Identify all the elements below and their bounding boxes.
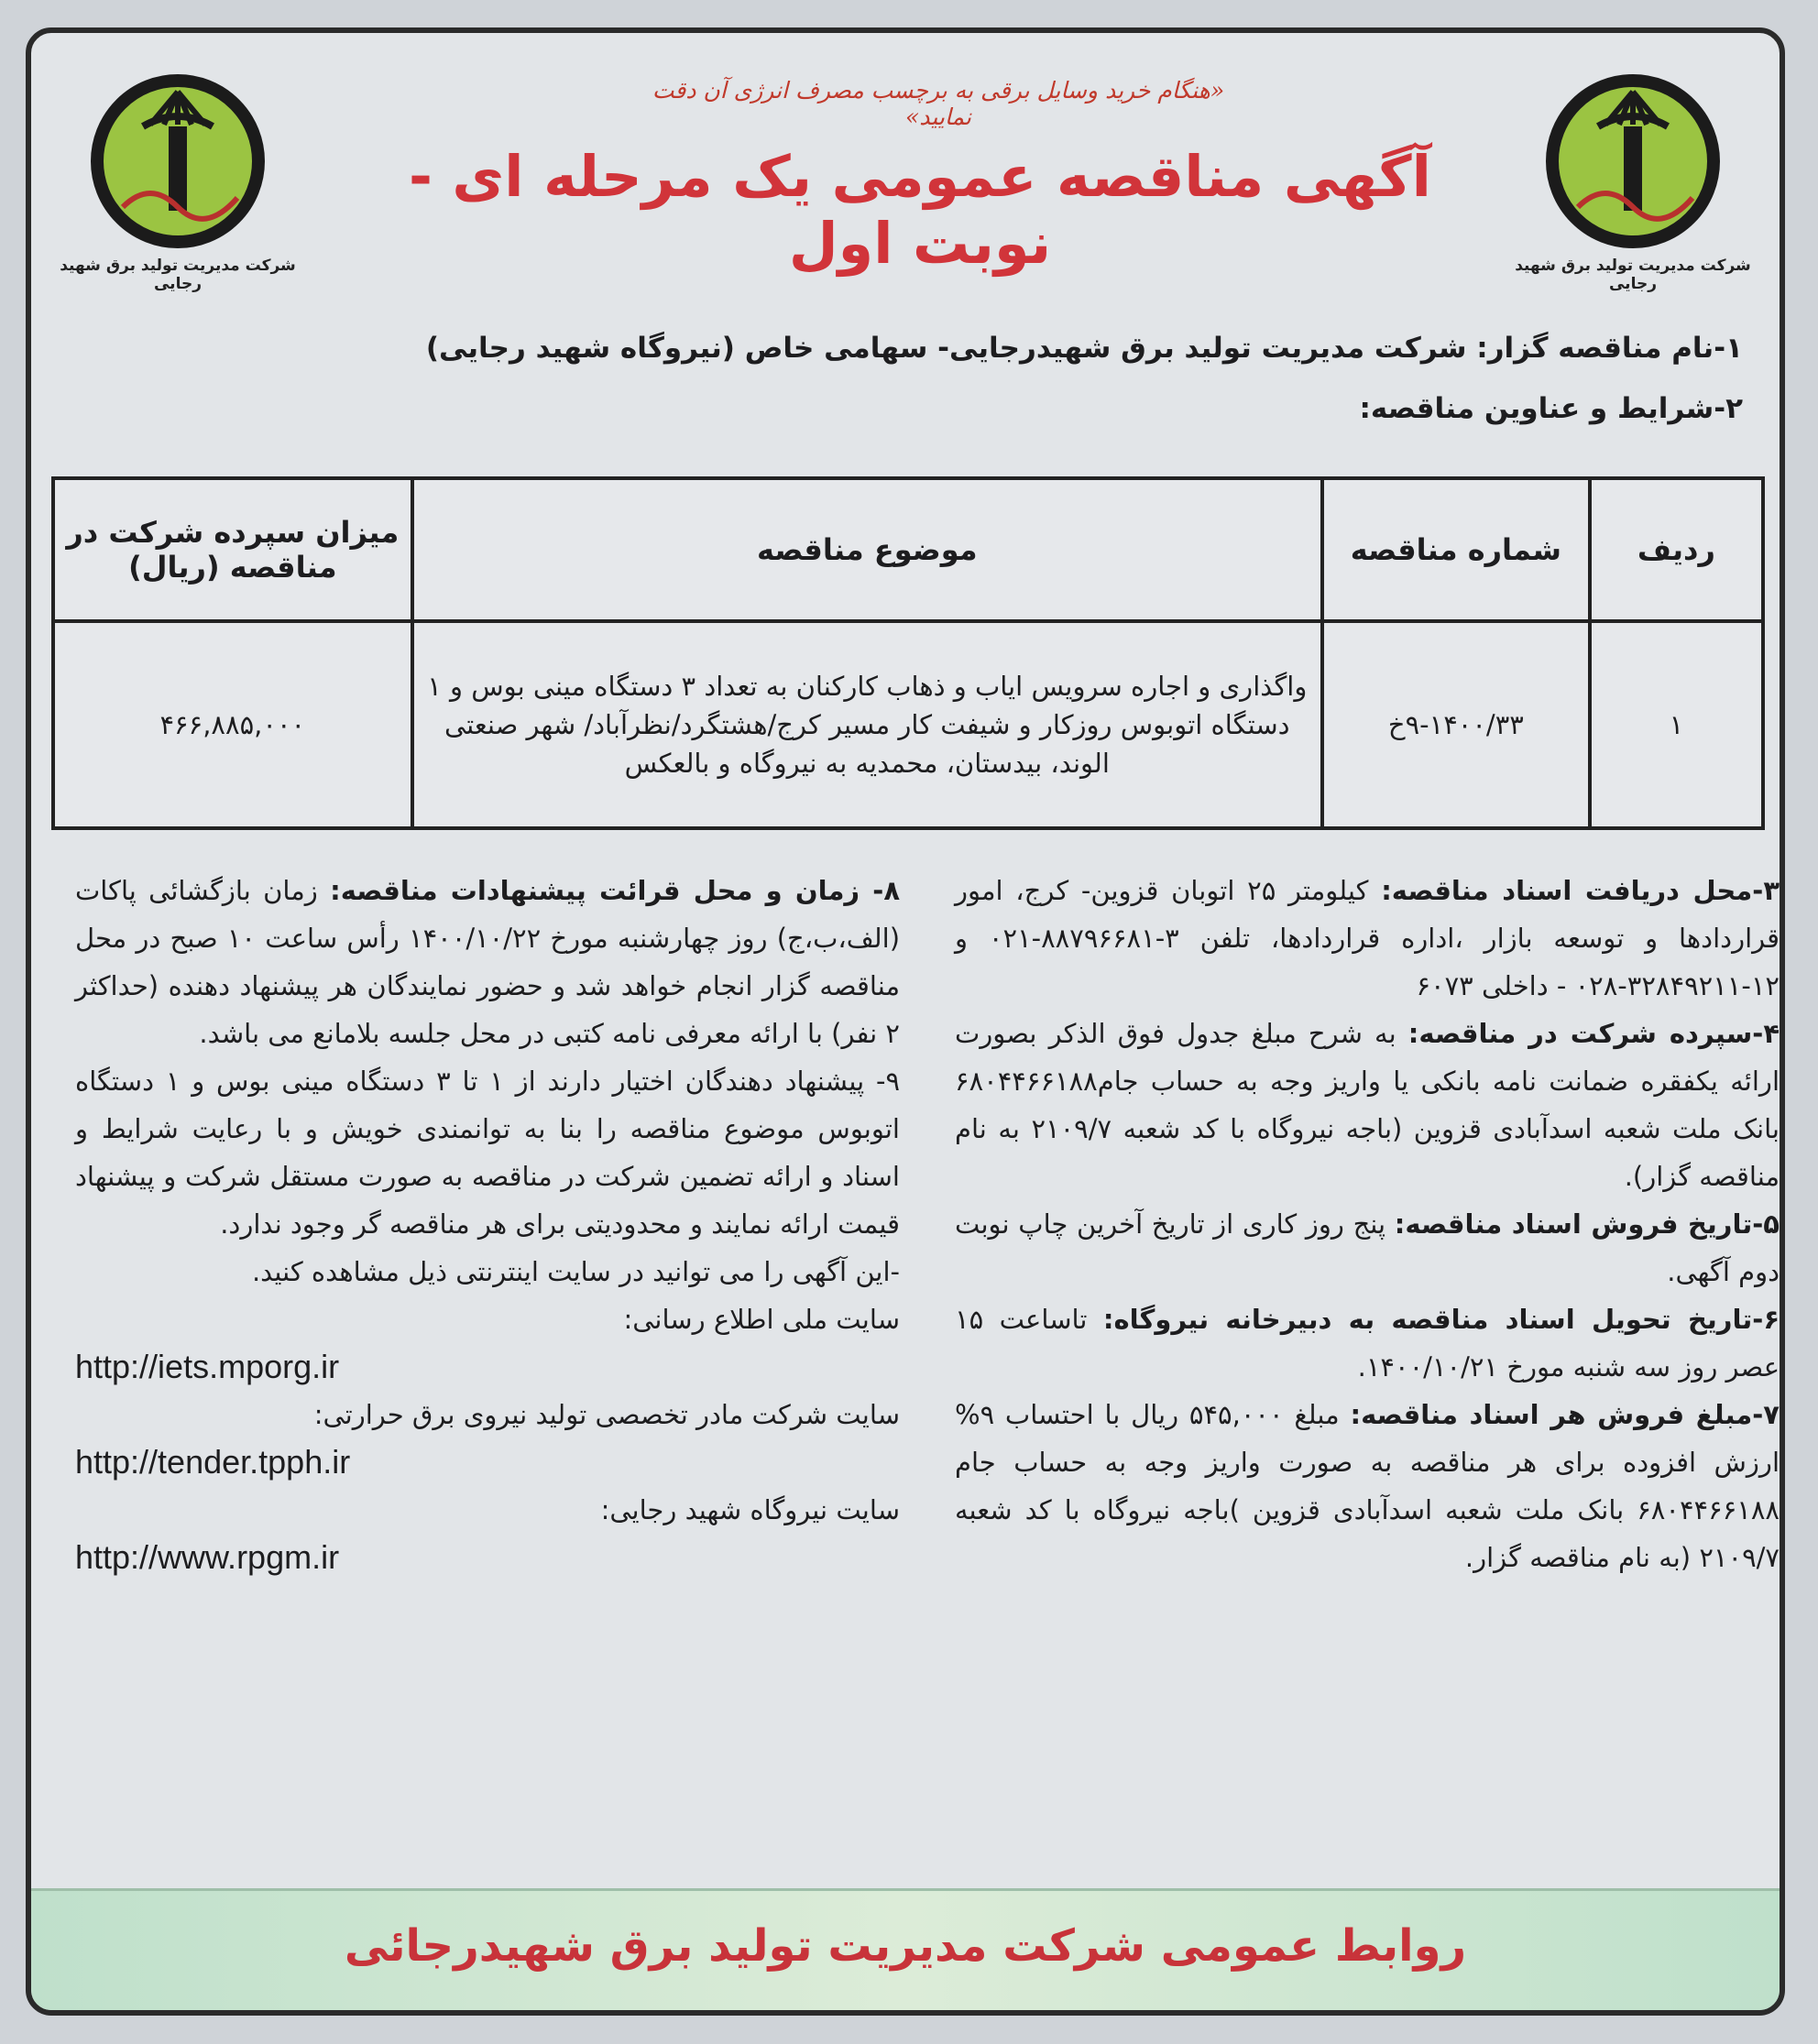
item-7-label: ۷-مبلغ فروش هر اسناد مناقصه: <box>1350 1399 1780 1430</box>
table-row <box>53 621 1763 828</box>
site-1-link[interactable]: http://iets.mporg.ir <box>75 1348 340 1385</box>
item-7 <box>955 1391 1780 1581</box>
logo-caption: شرکت مدیریت تولید برق شهید رجایی <box>1515 257 1751 293</box>
item-5-text: پنج روز کاری از تاریخ آخرین چاپ نوبت دوم آگهی. <box>955 1208 1780 1287</box>
site-2-link[interactable]: http://tender.tpph.ir <box>75 1443 351 1481</box>
left-column <box>75 867 900 1581</box>
site-1-label: سایت ملی اطلاع رسانی: <box>623 1304 900 1335</box>
header-subject: موضوع مناقصه <box>412 478 1322 621</box>
item-8 <box>75 867 900 1057</box>
header-row-number: ردیف <box>1590 478 1763 621</box>
logo-caption: شرکت مدیریت تولید برق شهید رجایی <box>60 257 296 293</box>
item-9: ۹- پیشنهاد دهندگان اختیار دارند از ۱ تا ۳ دستگاه مینی بوس و ۱ دستگاه اتوبوس موضوع مناقصه را بنا به توانمندی خویش و با رعایت شرایط و اسناد و ارائه تضمین شرکت در مناقصه به صورت مستقل شرکت و پیشنهاد قیمت ارائه نمایند و محدودیتی برای هر مناقصه گر وجود ندارد. <box>75 1066 901 1240</box>
item-8-label: ۸- زمان و محل قرائت پیشنهادات مناقصه: <box>330 875 901 906</box>
cell-deposit: ۴۶۶,۸۸۵,۰۰۰ <box>53 621 412 828</box>
cell-row-number: ۱ <box>1590 621 1763 828</box>
site-3-link[interactable]: http://www.rpgm.ir <box>75 1538 340 1576</box>
energy-slogan: «هنگام خرید وسایل برقی به برچسب مصرف انرژی آن دقت نمایید» <box>652 77 1225 130</box>
site-3-label: سایت نیروگاه شهید رجایی: <box>600 1494 900 1525</box>
body-columns <box>75 867 1780 1902</box>
power-plant-logo-icon <box>86 70 269 253</box>
public-relations-signature: روابط عمومی شرکت مدیریت تولید برق شهیدرجائی <box>344 1920 1467 1972</box>
header-tender-number: شماره مناقصه <box>1322 478 1590 621</box>
item-6-label: ۶-تاریخ تحویل اسناد مناقصه به دبیرخانه نیروگاه: <box>1102 1304 1780 1335</box>
item-4-text: به شرح مبلغ جدول فوق الذکر بصورت ارائه یکفقره ضمانت نامه بانکی یا واریز وجه به حساب جام۶۸۰۴۴۶۶۱۸۸ بانک ملت شعبه اسدآبادی قزوین (باجه نیروگاه با کد شعبه ۲۱۰۹/۷ به نام مناقصه گزار). <box>955 1018 1780 1192</box>
tenderer-name: ۱-نام مناقصه گزار: شرکت مدیریت تولید برق شهیدرجایی- سهامی خاص (نیروگاه شهید رجایی) <box>425 332 1743 365</box>
table-header-row <box>53 478 1763 621</box>
cell-tender-number: ۹-۱۴۰۰/۳۳خ <box>1322 621 1590 828</box>
item-7-text: مبلغ ۵۴۵,۰۰۰ ریال با احتساب ۹% ارزش افزوده برای هر مناقصه به صورت واریز وجه به حساب جام ۶۸۰۴۴۶۶۱۸۸ بانک ملت شعبه اسدآبادی قزوین )باجه نیروگاه با کد شعبه ۲۱۰۹/۷ (به نام مناقصه گزار. <box>955 1399 1780 1573</box>
company-logo-left <box>59 70 297 293</box>
right-column <box>955 867 1780 1581</box>
item-6-text: تاساعت ۱۵ عصر روز سه شنبه مورخ ۱۴۰۰/۱۰/۲۱. <box>955 1304 1780 1383</box>
site-2-label: سایت شرکت مادر تخصصی تولید نیروی برق حرارتی: <box>313 1399 900 1430</box>
cell-subject: واگذاری و اجاره سرویس ایاب و ذهاب کارکنان به تعداد ۳ دستگاه مینی بوس و ۱ دستگاه اتوبوس روزکار و شیفت کار مسیر کرج/هشتگرد/نظرآباد/ شهر صنعتی الوند، بیدستان، محمدیه به نیروگاه و بالعکس <box>412 621 1322 828</box>
footer-banner <box>31 1888 1780 2010</box>
item-3-label: ۳-محل دریافت اسناد مناقصه: <box>1381 875 1780 906</box>
page-title: آگهی مناقصه عمومی یک مرحله ای - نوبت اول <box>409 143 1431 277</box>
item-6 <box>955 1295 1780 1391</box>
item-3 <box>955 867 1780 1010</box>
item-4 <box>955 1010 1780 1200</box>
item-3-text: کیلومتر ۲۵ اتوبان قزوین- کرج، امور قراردادها و توسعه بازار ،اداره قراردادها، تلفن ۳-۸۸۷۹۶۶۸۱-۰۲۱ و ۱۲-۳۲۸۴۹۲۱۱-۰۲۸ - داخلی ۶۰۷۳ <box>955 875 1780 1001</box>
website-notice: -این آگهی را می توانید در سایت اینترنتی ذیل مشاهده کنید. <box>251 1256 900 1287</box>
item-5 <box>955 1200 1780 1295</box>
power-plant-logo-icon <box>1541 70 1725 253</box>
item-8-text: زمان بازگشائی پاکات (الف،ب،ج) روز چهارشنبه مورخ ۱۴۰۰/۱۰/۲۲ رأس ساعت ۱۰ صبح در محل مناقصه گزار انجام خواهد شد و حضور نمایندگان هر پیشنهاد دهنده (حداکثر ۲ نفر) با ارائه معرفی نامه کتبی در محل جلسه بلامانع می باشد. <box>75 875 901 1049</box>
item-4-label: ۴-سپرده شرکت در مناقصه: <box>1407 1018 1780 1049</box>
company-logo-right <box>1514 70 1752 293</box>
item-5-label: ۵-تاریخ فروش اسناد مناقصه: <box>1394 1208 1780 1240</box>
advertisement-frame <box>26 27 1785 2016</box>
header-deposit: میزان سپرده شرکت در مناقصه (ریال) <box>53 478 412 621</box>
tender-table <box>51 476 1765 830</box>
conditions-heading: ۲-شرایط و عناوین مناقصه: <box>1359 392 1743 425</box>
